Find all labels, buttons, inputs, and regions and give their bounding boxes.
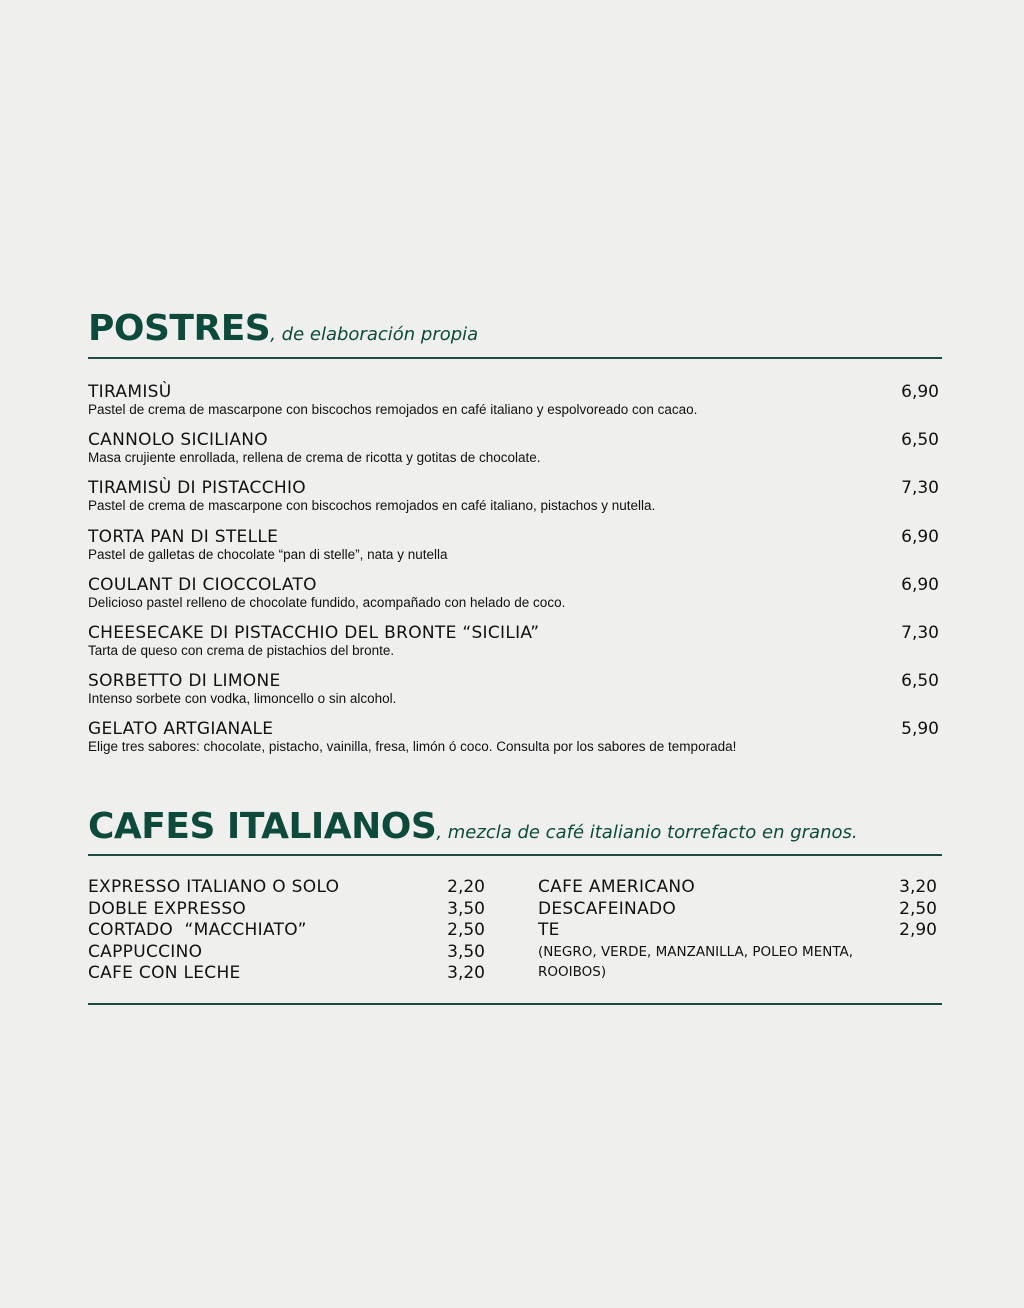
coffee-name: CAPPUCCINO [88, 941, 203, 962]
dessert-item-cannolo [88, 430, 939, 465]
dessert-price: 6,90 [901, 527, 939, 547]
coffee-item [88, 963, 485, 985]
dessert-item-sorbetto [88, 671, 939, 706]
coffee-price: 2,50 [899, 898, 937, 919]
coffee-name: DOBLE EXPRESSO [88, 898, 247, 919]
coffee-price: 2,50 [447, 920, 485, 941]
postres-divider [88, 357, 942, 359]
coffee-price: 3,50 [447, 941, 485, 962]
cafes-title: CAFES ITALIANOS [88, 806, 437, 847]
coffee-name: CAFE CON LECHE [88, 963, 241, 984]
coffee-price: 3,50 [447, 898, 485, 919]
dessert-name: CANNOLO SICILIANO [88, 430, 268, 450]
coffee-item [88, 920, 485, 942]
cafes-divider [88, 854, 942, 856]
coffee-price: 2,20 [447, 877, 485, 897]
coffee-item [88, 899, 485, 921]
postres-subtitle: , de elaboración propia [270, 324, 479, 345]
dessert-description: Tarta de queso con crema de pistachios del bronte. [88, 643, 395, 658]
dessert-price: 6,50 [901, 430, 939, 450]
dessert-item-torta [88, 527, 939, 562]
dessert-name: COULANT DI CIOCCOLATO [88, 575, 317, 595]
dessert-price: 7,30 [901, 478, 939, 498]
coffee-name: DESCAFEINADO [538, 898, 677, 919]
dessert-item-tiramisu-pistacchio [88, 478, 939, 513]
cafes-subtitle: , mezcla de café italianio torrefacto en granos. [436, 822, 858, 843]
coffee-list-left [88, 877, 485, 985]
coffee-item [538, 877, 937, 899]
dessert-item-gelato [88, 719, 939, 754]
dessert-name: TIRAMISÙ [88, 382, 172, 402]
dessert-name: CHEESECAKE DI PISTACCHIO DEL BRONTE “SICILIA” [88, 623, 540, 643]
dessert-name: SORBETTO DI LIMONE [88, 671, 281, 691]
tea-varieties-note: (NEGRO, VERDE, MANZANILLA, POLEO MENTA, ROOIBOS) [538, 943, 854, 980]
dessert-price: 6,50 [901, 671, 939, 691]
coffee-price: 2,90 [899, 920, 937, 941]
dessert-description: Pastel de crema de mascarpone con biscochos remojados en café italiano y espolvoreado con cacao. [88, 402, 698, 417]
coffee-item [88, 942, 485, 964]
dessert-price: 5,90 [901, 719, 939, 739]
dessert-name: GELATO ARTGIANALE [88, 719, 274, 739]
coffee-price: 3,20 [899, 877, 937, 897]
coffee-name: TE [538, 920, 560, 941]
postres-title: POSTRES [88, 308, 271, 349]
coffee-list-right [538, 877, 937, 982]
coffee-name: CAFE AMERICANO [538, 877, 696, 897]
coffee-price: 3,20 [447, 963, 485, 984]
dessert-price: 6,90 [901, 575, 939, 595]
dessert-description: Pastel de galletas de chocolate “pan di stelle”, nata y nutella [88, 547, 448, 562]
coffee-item [88, 877, 485, 899]
coffee-name: EXPRESSO ITALIANO O SOLO [88, 877, 340, 897]
dessert-description: Intenso sorbete con vodka, limoncello o sin alcohol. [88, 691, 397, 706]
bottom-divider [88, 1003, 942, 1005]
coffee-name: CORTADO “MACCHIATO” [88, 920, 307, 941]
coffee-item [538, 899, 937, 921]
dessert-item-cheesecake [88, 623, 939, 658]
dessert-price: 6,90 [901, 382, 939, 402]
dessert-description: Delicioso pastel relleno de chocolate fundido, acompañado con helado de coco. [88, 595, 566, 610]
coffee-item [538, 920, 937, 942]
dessert-description: Masa crujiente enrollada, rellena de crema de ricotta y gotitas de chocolate. [88, 450, 541, 465]
dessert-description: Pastel de crema de mascarpone con biscochos remojados en café italiano, pistachos y nutella. [88, 498, 656, 513]
dessert-name: TIRAMISÙ DI PISTACCHIO [88, 478, 306, 498]
dessert-item-coulant [88, 575, 939, 610]
postres-heading [88, 308, 942, 349]
dessert-price: 7,30 [901, 623, 939, 643]
dessert-description: Elige tres sabores: chocolate, pistacho, vainilla, fresa, limón ó coco. Consulta por los sabores de temporada! [88, 739, 737, 754]
dessert-item-tiramisu [88, 382, 939, 417]
cafes-heading [88, 806, 942, 847]
dessert-name: TORTA PAN DI STELLE [88, 527, 279, 547]
